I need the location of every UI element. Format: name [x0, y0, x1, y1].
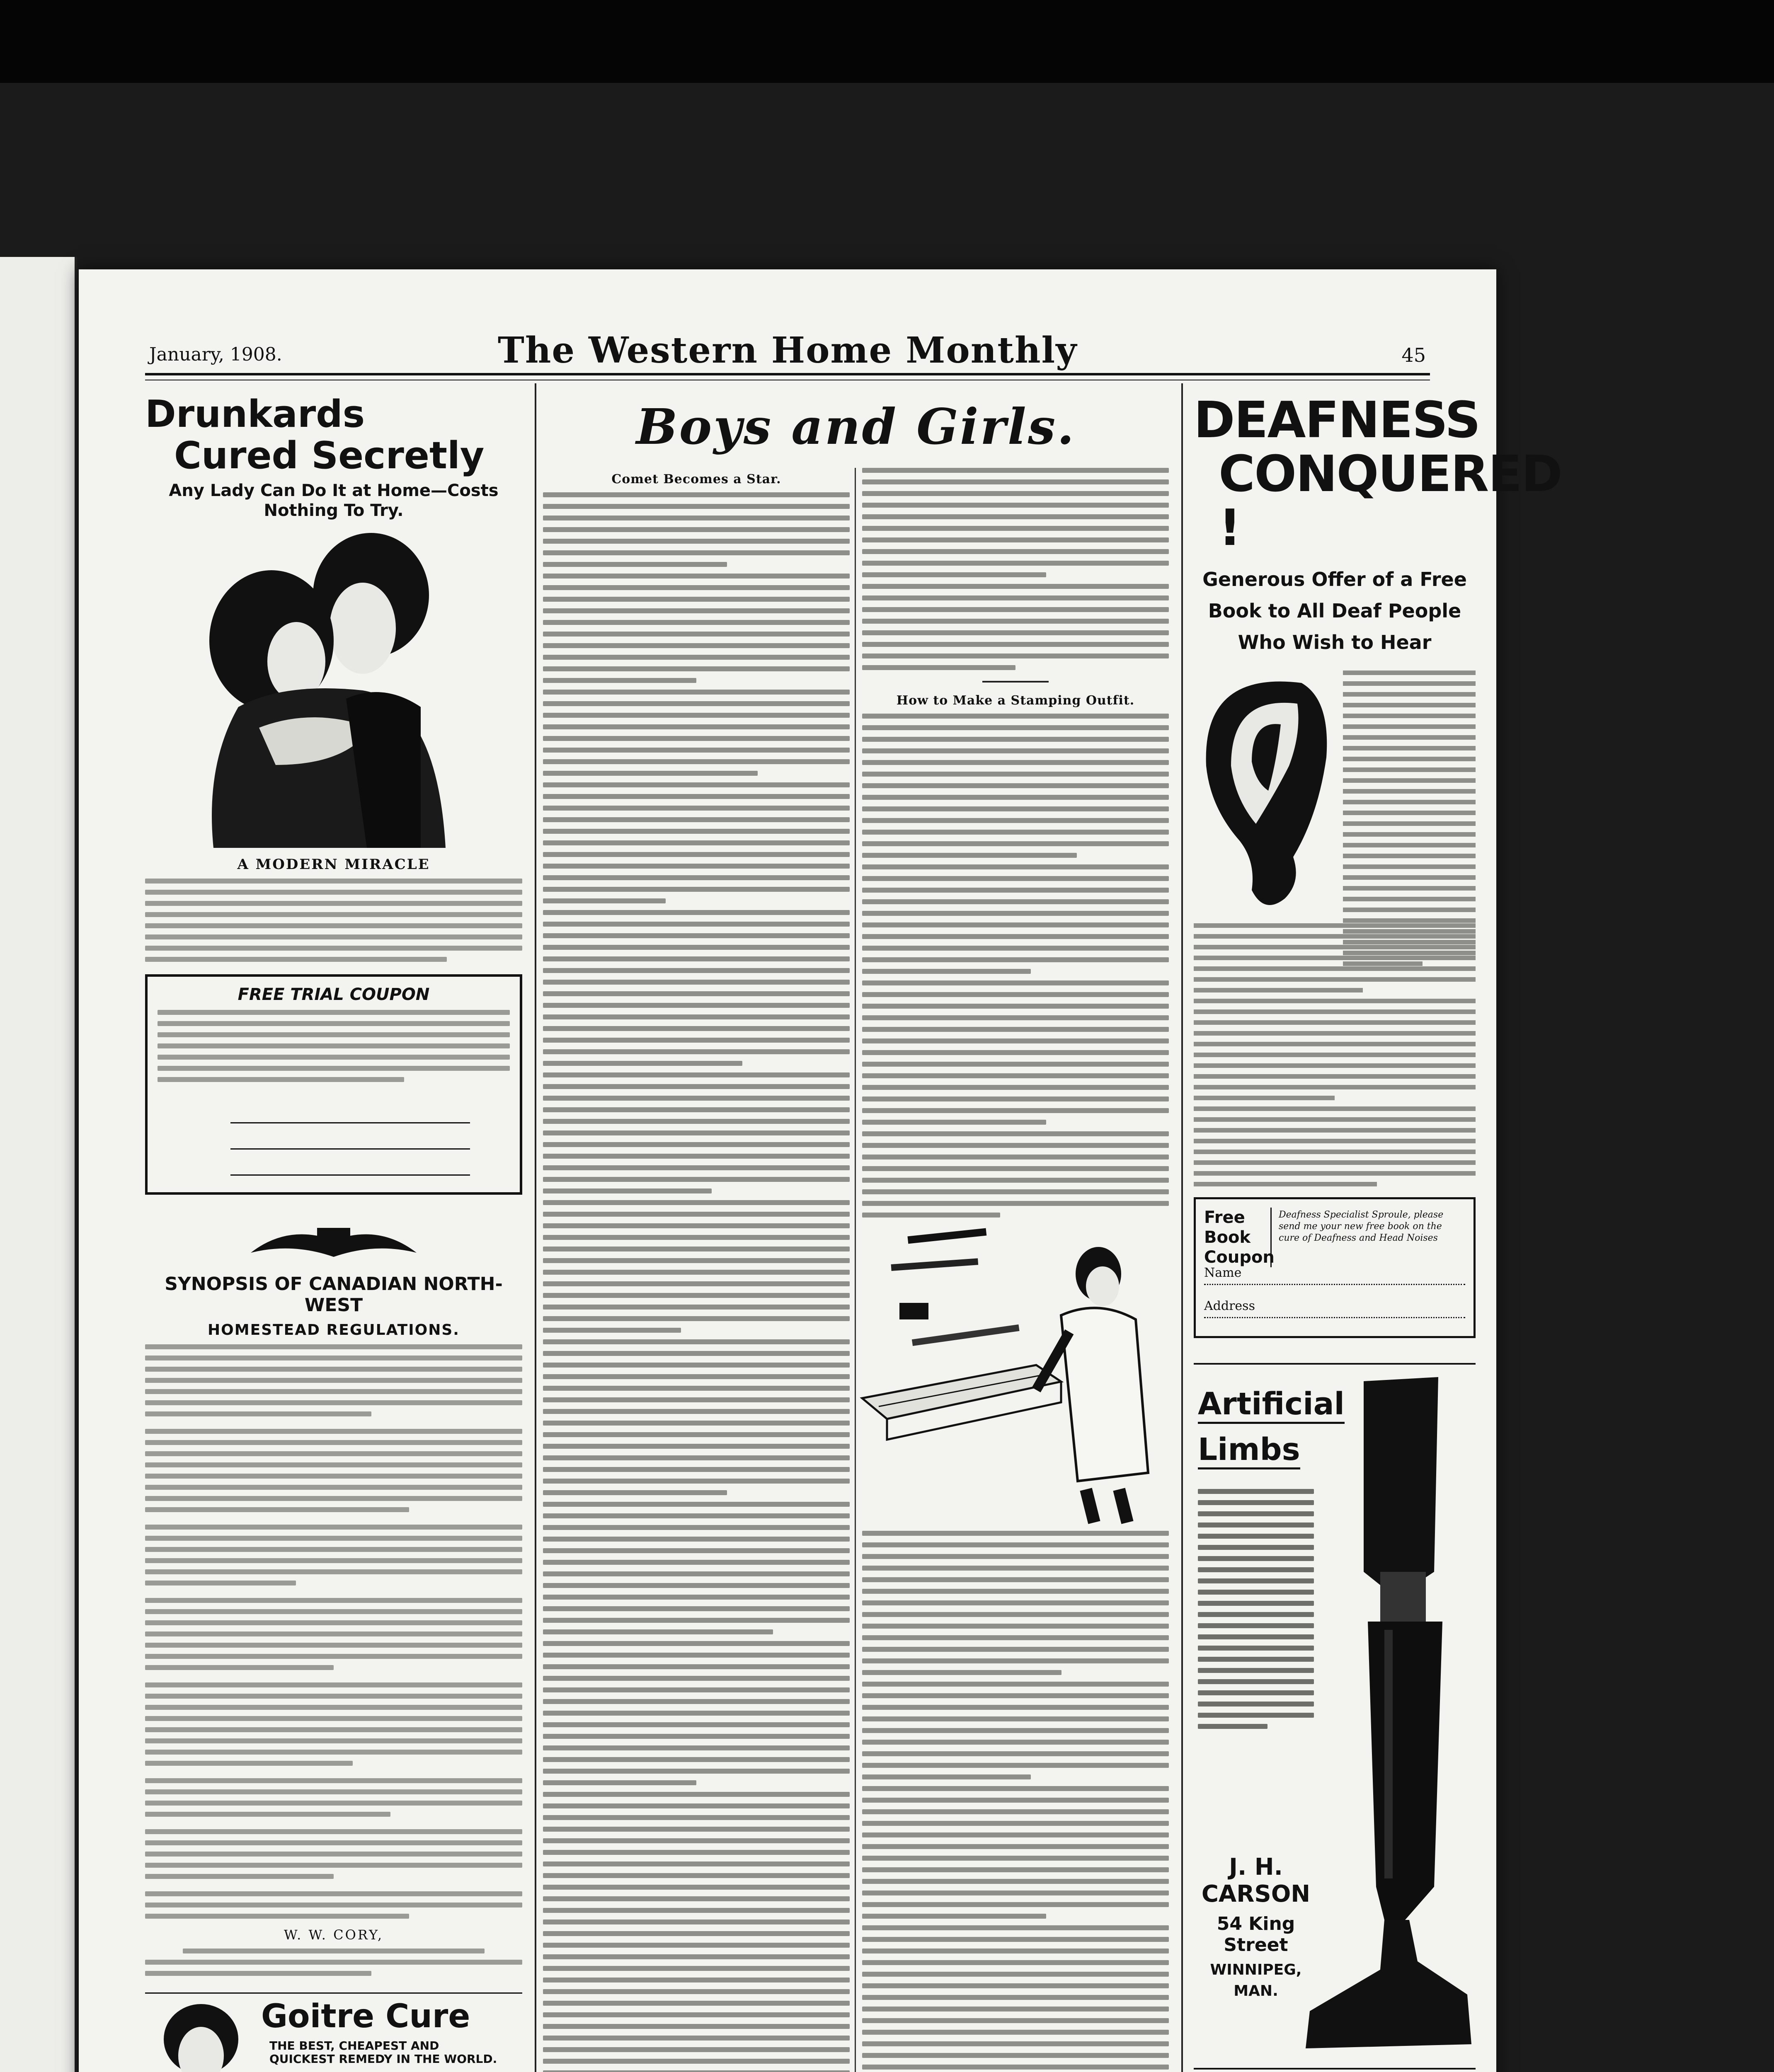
artificial-limbs-ad — [1194, 1363, 1476, 2072]
article-column-right — [862, 468, 1169, 2072]
deafness-ad-title: DEAFNESS — [1194, 392, 1480, 449]
drunkards-ad-subtitle: Any Lady Can Do It at Home—Costs Nothing To Try. — [169, 481, 499, 520]
deafness-ad-offer-line1: Generous Offer of a Free — [1202, 568, 1467, 591]
ornamental-crest-icon — [247, 1224, 421, 1261]
free-trial-coupon-title: FREE TRIAL COUPON — [238, 985, 430, 1004]
deafness-ad-body — [1343, 670, 1476, 972]
article-title-stamping: How to Make a Stamping Outfit. — [896, 693, 1135, 708]
newspaper-page — [79, 269, 1562, 2072]
article-column-left — [543, 468, 850, 2072]
free-trial-coupon-lines — [230, 1097, 470, 1176]
article-body-comet — [543, 492, 850, 2072]
section-title: Boys and Girls. — [636, 398, 1076, 455]
limbs-company-province: MAN. — [1234, 1982, 1278, 1999]
article-divider — [982, 681, 1049, 683]
free-trial-coupon — [145, 974, 522, 1195]
previous-page-edge — [0, 257, 77, 2072]
ear-icon — [1194, 666, 1339, 915]
drunkards-ad-caption: A MODERN MIRACLE — [237, 856, 430, 873]
deafness-ad-offer-line3: Who Wish to Hear — [1238, 631, 1432, 654]
artificial-limbs-title-line2: Limbs — [1198, 1432, 1300, 1469]
free-trial-coupon-body — [158, 1010, 510, 1082]
woman-portrait-illustration — [145, 2002, 257, 2072]
artificial-limbs-body — [1198, 1489, 1314, 1735]
column-divider — [1181, 383, 1183, 2072]
limbs-company-name: J. H. CARSON — [1201, 1854, 1311, 1907]
coupon-name-field: Name — [1204, 1266, 1465, 1285]
ear-illustration-row — [1194, 666, 1476, 923]
synopsis-subtitle: HOMESTEAD REGULATIONS. — [208, 1322, 460, 1339]
postcards-ad — [1194, 2068, 1476, 2072]
goitre-cure-subtitle: THE BEST, CHEAPEST AND QUICKEST REMEDY IN THE WORLD. — [269, 2039, 497, 2066]
embracing-couple-illustration — [189, 533, 479, 848]
left-column — [145, 390, 522, 2072]
synopsis-footnote — [145, 1949, 522, 1976]
goitre-cure-ad — [145, 1992, 522, 2072]
header-rule — [145, 373, 1430, 380]
article-body-stamping — [862, 714, 1169, 1218]
synopsis-body — [145, 1344, 522, 1919]
issue-date: January, 1908. — [149, 344, 282, 365]
article-columns — [543, 468, 1169, 2072]
deafness-ad-title-line2: CONQUERED ! — [1219, 445, 1562, 557]
masthead-title: The Western Home Monthly — [497, 329, 1078, 371]
deafness-ad-offer-line2: Book to All Deaf People — [1208, 600, 1461, 622]
boys-and-girls-section — [543, 390, 1169, 2072]
right-column — [1194, 390, 1562, 2072]
goitre-cure-title: Goitre Cure — [261, 1998, 470, 2035]
page-number: 45 — [1401, 344, 1426, 366]
limbs-company-city: WINNIPEG, — [1210, 1961, 1302, 1978]
coupon-address-field: Address — [1204, 1299, 1465, 1318]
article-column-divider — [855, 468, 856, 2072]
column-divider — [535, 383, 536, 2072]
artificial-leg-illustration — [1301, 1373, 1476, 2069]
drunkards-ad-body — [145, 879, 522, 962]
page-header — [149, 323, 1426, 373]
limbs-company-street: 54 King Street — [1217, 1913, 1295, 1956]
drunkards-ad-title: Drunkards — [145, 392, 365, 436]
free-book-coupon-label: Free Book Coupon — [1204, 1208, 1275, 1267]
man-at-workbench-illustration — [862, 1224, 1169, 1523]
article-body-comet-end — [862, 468, 1169, 670]
deafness-ad-offer — [1194, 564, 1476, 658]
free-book-coupon — [1194, 1197, 1476, 1338]
free-book-coupon-text: Deafness Specialist Sproule, please send me your new free book on the cure of Deafness and Head Noises — [1279, 1210, 1444, 1243]
synopsis-signer: W. W. CORY, — [284, 1927, 384, 1943]
artificial-limbs-title-line1: Artificial — [1198, 1386, 1345, 1424]
article-body-stamping-continued — [862, 1531, 1169, 2072]
drunkards-ad-title-line2: Cured Secretly — [174, 434, 485, 477]
artificial-limbs-company — [1198, 1854, 1314, 1999]
article-title-comet: Comet Becomes a Star. — [611, 472, 781, 487]
synopsis-title: SYNOPSIS OF CANADIAN NORTH-WEST — [165, 1273, 503, 1316]
